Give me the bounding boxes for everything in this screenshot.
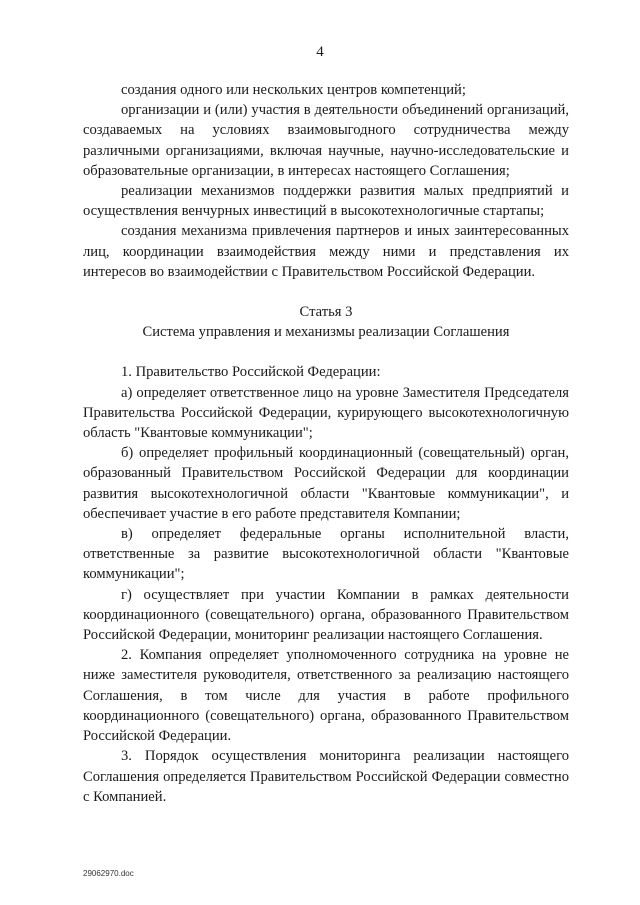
paragraph: 1. Правительство Российской Федерации: [121, 364, 381, 381]
paragraph: г) осуществляет при участии Компании в рамках деятельности координационного (совещательного) органа, образованного Правительством Российской Федерации, мониторинг реализации настоящего Соглашения. [83, 586, 569, 644]
paragraph: создания одного или нескольких центров компетенций; [121, 82, 466, 98]
article-number: Статья 3 [299, 304, 353, 321]
article-title: Система управления и механизмы реализации Соглашения [142, 324, 510, 341]
paragraph: 2. Компания определяет уполномоченного сотрудника на уровне не ниже заместителя руководителя, ответственного за реализацию настоящего Соглашения, в том числе для участия в работе профильного координационного (совещательного) органа, образованного Правительством Российской Федерации. [83, 647, 569, 745]
file-name-footer: 29062970.doc [83, 869, 134, 878]
paragraph: создания механизма привлечения партнеров и иных заинтересованных лиц, координации взаимодействия между ними и представления их интересов во взаимодействии с Правительством Российской Федерации. [83, 223, 569, 280]
paragraph: б) определяет профильный координационный (совещательный) орган, образованный Правительством Российской Федерации для координации развития высокотехнологичной области "Квантовые коммуникации", и обеспечивает участие в его работе представителя Компании; [83, 445, 569, 522]
page-number: 4 [316, 44, 324, 60]
document-body [83, 80, 569, 807]
paragraph: 3. Порядок осуществления мониторинга реализации настоящего Соглашения определяется Правительством Российской Федерации совместно с Компанией. [83, 748, 569, 805]
spacer [83, 342, 569, 362]
paragraph: а) определяет ответственное лицо на уровне Заместителя Председателя Правительства Российской Федерации, курирующего высокотехнологичную область "Квантовые коммуникации"; [83, 384, 569, 442]
paragraph: в) определяет федеральные органы исполнительной власти, ответственные за развитие высокотехнологичной области "Квантовые коммуникации"; [83, 526, 569, 583]
article-heading [83, 302, 569, 342]
paragraph: реализации механизмов поддержки развития малых предприятий и осуществления венчурных инвестиций в высокотехнологичные стартапы; [83, 183, 569, 220]
paragraph: организации и (или) участия в деятельности объединений организаций, создаваемых на условиях взаимовыгодного сотрудничества между различными организациями, включая научные, научно-исследовательские и образовательные организации, в интересах настоящего Соглашения; [83, 102, 569, 179]
